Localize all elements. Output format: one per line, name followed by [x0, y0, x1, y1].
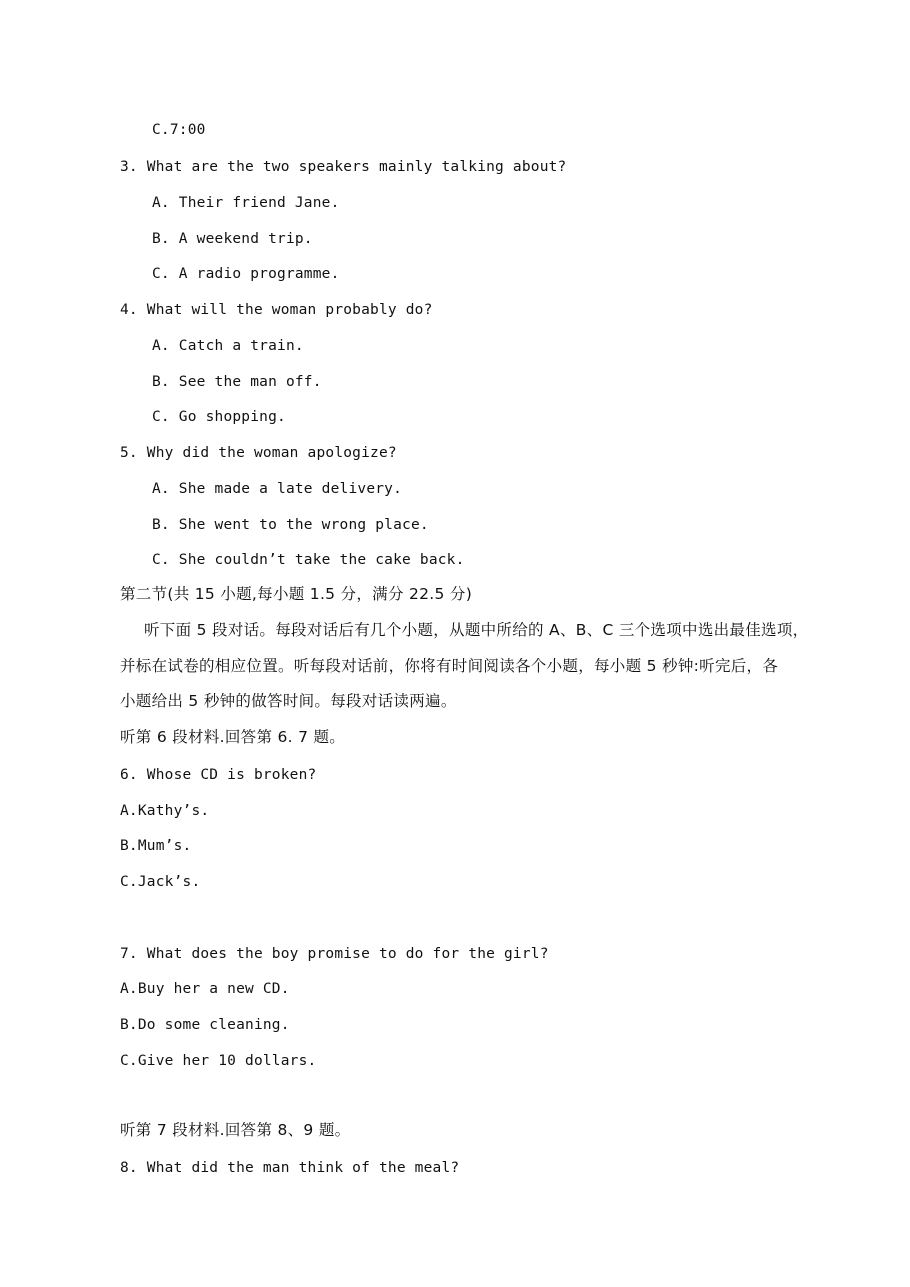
option-a-q5: A. She made a late delivery. [152, 481, 403, 497]
question-6: 6. Whose CD is broken? [120, 767, 317, 783]
instructions-line-2: 并标在试卷的相应位置。听每段对话前，你将有时间阅读各个小题，每小题 5 秒钟:听完后，各 [120, 657, 779, 675]
option-a-q6: A.Kathy’s. [120, 803, 210, 819]
question-7: 7. What does the boy promise to do for the girl? [120, 946, 549, 962]
option-c-q5: C. She couldn’t take the cake back. [152, 552, 465, 568]
option-b-q6: B.Mum’s. [120, 838, 192, 854]
material-6-heading: 听第 6 段材料.回答第 6. 7 题。 [120, 728, 346, 746]
option-a-q7: A.Buy her a new CD. [120, 981, 290, 997]
section-heading: 第二节(共 15 小题,每小题 1.5 分，满分 22.5 分) [120, 585, 473, 603]
question-8: 8. What did the man think of the meal? [120, 1160, 460, 1176]
instructions-line-3: 小题给出 5 秒钟的做答时间。每段对话读两遍。 [120, 692, 457, 710]
option-a-q3: A. Their friend Jane. [152, 195, 340, 211]
question-5: 5. Why did the woman apologize? [120, 445, 397, 461]
instructions-line-1: 听下面 5 段对话。每段对话后有几个小题，从题中所给的 A、B、C 三个选项中选出最佳选项， [144, 621, 809, 639]
option-b-q4: B. See the man off. [152, 374, 322, 390]
option-c-q2: C.7:00 [152, 122, 206, 138]
option-c-q7: C.Give her 10 dollars. [120, 1053, 317, 1069]
option-c-q3: C. A radio programme. [152, 266, 340, 282]
material-7-heading: 听第 7 段材料.回答第 8、9 题。 [120, 1121, 351, 1139]
question-3: 3. What are the two speakers mainly talking about? [120, 159, 567, 175]
question-4: 4. What will the woman probably do? [120, 302, 433, 318]
option-b-q7: B.Do some cleaning. [120, 1017, 290, 1033]
option-c-q4: C. Go shopping. [152, 409, 286, 425]
option-a-q4: A. Catch a train. [152, 338, 304, 354]
option-b-q3: B. A weekend trip. [152, 231, 313, 247]
option-b-q5: B. She went to the wrong place. [152, 517, 429, 533]
option-c-q6: C.Jack’s. [120, 874, 201, 890]
